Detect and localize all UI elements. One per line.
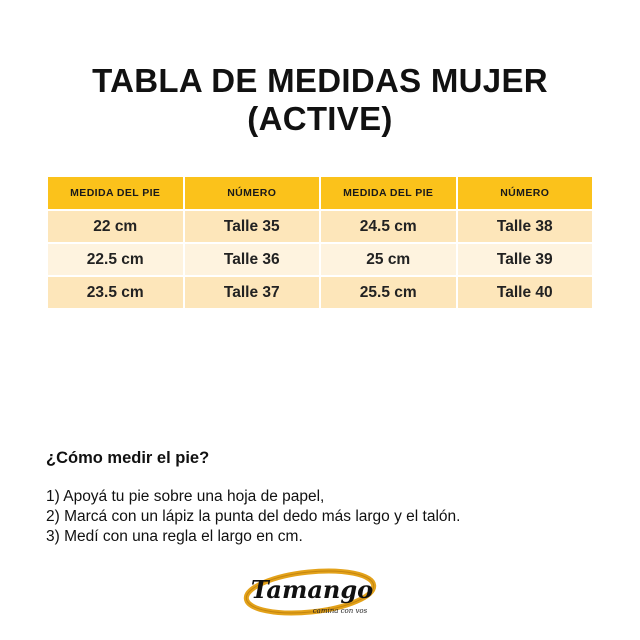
table-cell: Talle 35 (185, 211, 320, 242)
instructions-heading: ¿Cómo medir el pie? (46, 449, 210, 467)
logo-tagline-text: camina con vos (312, 607, 368, 615)
table-cell: Talle 36 (185, 244, 320, 275)
header-foot-length-1: MEDIDA DEL PIE (48, 177, 183, 209)
tamango-logo-icon (242, 562, 392, 622)
brand-logo (242, 562, 392, 622)
table-row (48, 244, 592, 275)
table-cell: Talle 39 (458, 244, 593, 275)
size-table (46, 175, 594, 310)
header-size-number-1: NÚMERO (185, 177, 320, 209)
header-foot-length-2: MEDIDA DEL PIE (321, 177, 456, 209)
table-cell: Talle 38 (458, 211, 593, 242)
table-cell: 25 cm (321, 244, 456, 275)
instructions-list (46, 487, 460, 547)
instruction-step: 1) Apoyá tu pie sobre una hoja de papel, (46, 488, 325, 505)
instruction-step: 2) Marcá con un lápiz la punta del dedo más largo y el talón. (46, 508, 461, 525)
table-cell: 23.5 cm (48, 277, 183, 308)
logo-brand-text: Tamango (250, 575, 374, 604)
title-line-1: TABLA DE MEDIDAS MUJER (92, 62, 548, 99)
table-cell: 25.5 cm (321, 277, 456, 308)
instruction-step: 3) Medí con una regla el largo en cm. (46, 528, 303, 545)
table-cell: 22 cm (48, 211, 183, 242)
table-row (48, 211, 592, 242)
header-size-number-2: NÚMERO (458, 177, 593, 209)
table-header-row (48, 177, 592, 209)
title-line-2: (ACTIVE) (247, 100, 393, 137)
table-row (48, 277, 592, 308)
table-cell: Talle 37 (185, 277, 320, 308)
table-cell: 22.5 cm (48, 244, 183, 275)
table-cell: 24.5 cm (321, 211, 456, 242)
page-title (0, 62, 640, 138)
table-cell: Talle 40 (458, 277, 593, 308)
